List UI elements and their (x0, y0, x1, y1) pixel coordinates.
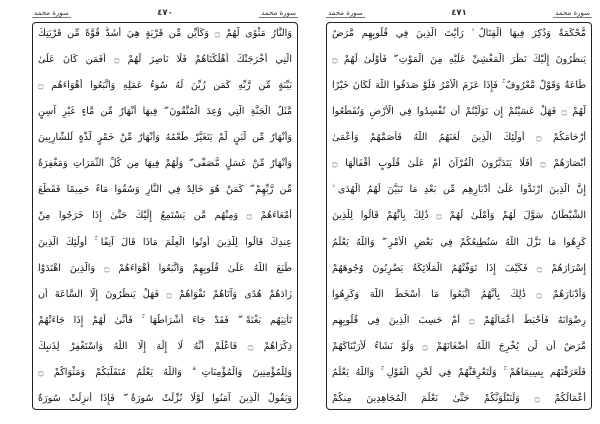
left-line: طَبَعَ اللَّهُ عَلَىٰ قُلُوبِهِمْ وَاتَّبَعُوا أَهْوَاءَهُمْ ۝ وَالَّذِينَ اهْتَدَوْا (38, 262, 292, 274)
left-line: مَّثَلُ الْجَنَّةِ الَّتِي وُعِدَ الْمُتَّقُونَ ۖ فِيهَا أَنْهَارٌ مِّن مَّاءٍ غَيْرِ آسِنٍ (38, 106, 292, 118)
right-line: يَنظُرُونَ إِلَيْكَ نَظَرَ الْمَغْشِيِّ عَلَيْهِ مِنَ الْمَوْتِ ۖ فَأَوْلَىٰ لَهُمْ ۝ (332, 54, 586, 66)
right-line: وَأَدْبَارَهُمْ ۝ ذَٰلِكَ بِأَنَّهُمُ اتَّبَعُوا مَا أَسْخَطَ اللَّهَ وَكَرِهُوا (332, 288, 586, 300)
right-line: فَلَعَرَفْتَهُم بِسِيمَاهُمْ ۚ وَلَتَعْرِفَنَّهُمْ فِي لَحْنِ الْقَوْلِ ۚ وَاللَّهُ يَعْلَمُ (332, 366, 586, 378)
left-page-frame (32, 22, 298, 410)
right-line: أَبْصَارَهُمْ ۝ أَفَلَا يَتَدَبَّرُونَ الْقُرْآنَ أَمْ عَلَىٰ قُلُوبٍ أَقْفَالُهَا ۝ (332, 158, 586, 170)
left-line: أَمْعَاءَهُمْ ۝ وَمِنْهُم مَّن يَسْتَمِعُ إِلَيْكَ حَتَّىٰ إِذَا خَرَجُوا مِنْ (38, 210, 292, 222)
left-line: وَأَنْهَارٌ مِّنْ عَسَلٍ مُّصَفًّى ۖ وَلَهُمْ فِيهَا مِن كُلِّ الثَّمَرَاتِ وَمَغْفِرَةٌ (38, 158, 292, 170)
left-line: وَلِلْمُؤْمِنِينَ وَالْمُؤْمِنَاتِ ۗ وَاللَّهُ يَعْلَمُ مُتَقَلَّبَكُمْ وَمَثْوَاكُمْ ۝ (38, 366, 292, 378)
right-line: مُّحْكَمَةٌ وَذُكِرَ فِيهَا الْقِتَالُ ۙ رَأَيْتَ الَّذِينَ فِي قُلُوبِهِم مَّرَضٌ (332, 28, 586, 39)
right-header-surah-right: سورة محمد (555, 8, 590, 17)
left-line: وَأَنْهَارٌ مِّن لَّبَنٍ لَّمْ يَتَغَيَّرْ طَعْمُهُ وَأَنْهَارٌ مِّنْ خَمْرٍ لَّذَّةٍ لِّلشَّارِبِينَ (38, 132, 292, 144)
left-line: ذِكْرَاهُمْ ۝ فَاعْلَمْ أَنَّهُ لَا إِلَٰهَ إِلَّا اللَّهُ وَاسْتَغْفِرْ لِذَنبِكَ (38, 340, 292, 352)
right-line: الشَّيْطَانُ سَوَّلَ لَهُمْ وَأَمْلَىٰ لَهُمْ ۝ ذَٰلِكَ بِأَنَّهُمْ قَالُوا لِلَّذِينَ (332, 210, 586, 222)
right-page-frame (326, 22, 592, 410)
left-line: عِندِكَ قَالُوا لِلَّذِينَ أُوتُوا الْعِلْمَ مَاذَا قَالَ آنِفًا ۚ أُولَٰئِكَ الَّذِينَ (38, 236, 292, 248)
right-line: أَرْحَامَكُمْ ۝ أُولَٰئِكَ الَّذِينَ لَعَنَهُمُ اللَّهُ فَأَصَمَّهُمْ وَأَعْمَىٰ (332, 132, 586, 144)
left-line: تَأْتِيَهُم بَغْتَةً ۖ فَقَدْ جَاءَ أَشْرَاطُهَا ۚ فَأَنَّىٰ لَهُمْ إِذَا جَاءَتْهُمْ (38, 314, 292, 326)
left-line: وَالنَّارُ مَثْوًى لَّهُمْ ۝ وَكَأَيِّن مِّن قَرْيَةٍ هِيَ أَشَدُّ قُوَّةً مِّن قَرْيَتِكَ (38, 28, 292, 39)
right-line: أَعْمَالَكُمْ ۝ وَلَنَبْلُوَنَّكُمْ حَتَّىٰ نَعْلَمَ الْمُجَاهِدِينَ مِنكُمْ (332, 392, 586, 404)
left-line: بَيِّنَةٍ مِّن رَّبِّهِ كَمَن زُيِّنَ لَهُ سُوءُ عَمَلِهِ وَاتَّبَعُوا أَهْوَاءَهُم ۝ (38, 80, 292, 92)
right-line: كَرِهُوا مَا نَزَّلَ اللَّهُ سَنُطِيعُكُمْ فِي بَعْضِ الْأَمْرِ ۖ وَاللَّهُ يَعْلَمُ (332, 236, 586, 248)
right-line: رِضْوَانَهُ فَأَحْبَطَ أَعْمَالَهُمْ ۝ أَمْ حَسِبَ الَّذِينَ فِي قُلُوبِهِم (332, 314, 586, 326)
right-line: لَّهُمْ ۝ فَهَلْ عَسَيْتُمْ إِن تَوَلَّيْتُمْ أَن تُفْسِدُوا فِي الْأَرْضِ وَتُقَطِّعُوا (332, 106, 586, 118)
left-line: زَادَهُمْ هُدًى وَآتَاهُمْ تَقْوَاهُمْ ۝ فَهَلْ يَنظُرُونَ إِلَّا السَّاعَةَ أَن (38, 288, 292, 300)
right-line: مَّرَضٌ أَن لَّن يُخْرِجَ اللَّهُ أَضْغَانَهُمْ ۝ وَلَوْ نَشَاءُ لَأَرَيْنَاكَهُمْ (332, 340, 586, 352)
right-line: طَاعَةٌ وَقَوْلٌ مَّعْرُوفٌ ۚ فَإِذَا عَزَمَ الْأَمْرُ فَلَوْ صَدَقُوا اللَّهَ لَكَانَ خَيْرًا (332, 80, 586, 92)
left-header-surah-left: سورة محمد (34, 8, 69, 17)
right-page-number: ٤٧١ (451, 8, 467, 18)
right-line: إِسْرَارَهُمْ ۝ فَكَيْفَ إِذَا تَوَفَّتْهُمُ الْمَلَائِكَةُ يَضْرِبُونَ وُجُوهَهُمْ (332, 262, 586, 274)
left-line: الَّتِي أَخْرَجَتْكَ أَهْلَكْنَاهُمْ فَلَا نَاصِرَ لَهُمْ ۝ أَفَمَن كَانَ عَلَىٰ (38, 54, 292, 66)
left-page-header (32, 6, 298, 20)
right-header-surah-left: سورة محمد (328, 8, 363, 17)
left-line: وَيَقُولُ الَّذِينَ آمَنُوا لَوْلَا نُزِّلَتْ سُورَةٌ ۖ فَإِذَا أُنزِلَتْ سُورَةٌ (38, 392, 292, 404)
left-page-text (38, 27, 292, 406)
right-line: إِنَّ الَّذِينَ ارْتَدُّوا عَلَىٰ أَدْبَارِهِم مِّن بَعْدِ مَا تَبَيَّنَ لَهُمُ الْهُدَى ۙ (332, 184, 586, 196)
left-line: مِّن رَّبِّهِمْ ۖ كَمَنْ هُوَ خَالِدٌ فِي النَّارِ وَسُقُوا مَاءً حَمِيمًا فَقَطَّعَ (38, 184, 292, 196)
left-header-surah-right: سورة محمد (261, 8, 296, 17)
right-page-header (326, 6, 592, 20)
left-page-number: ٤٧٠ (157, 8, 173, 18)
right-page-text (332, 27, 586, 406)
